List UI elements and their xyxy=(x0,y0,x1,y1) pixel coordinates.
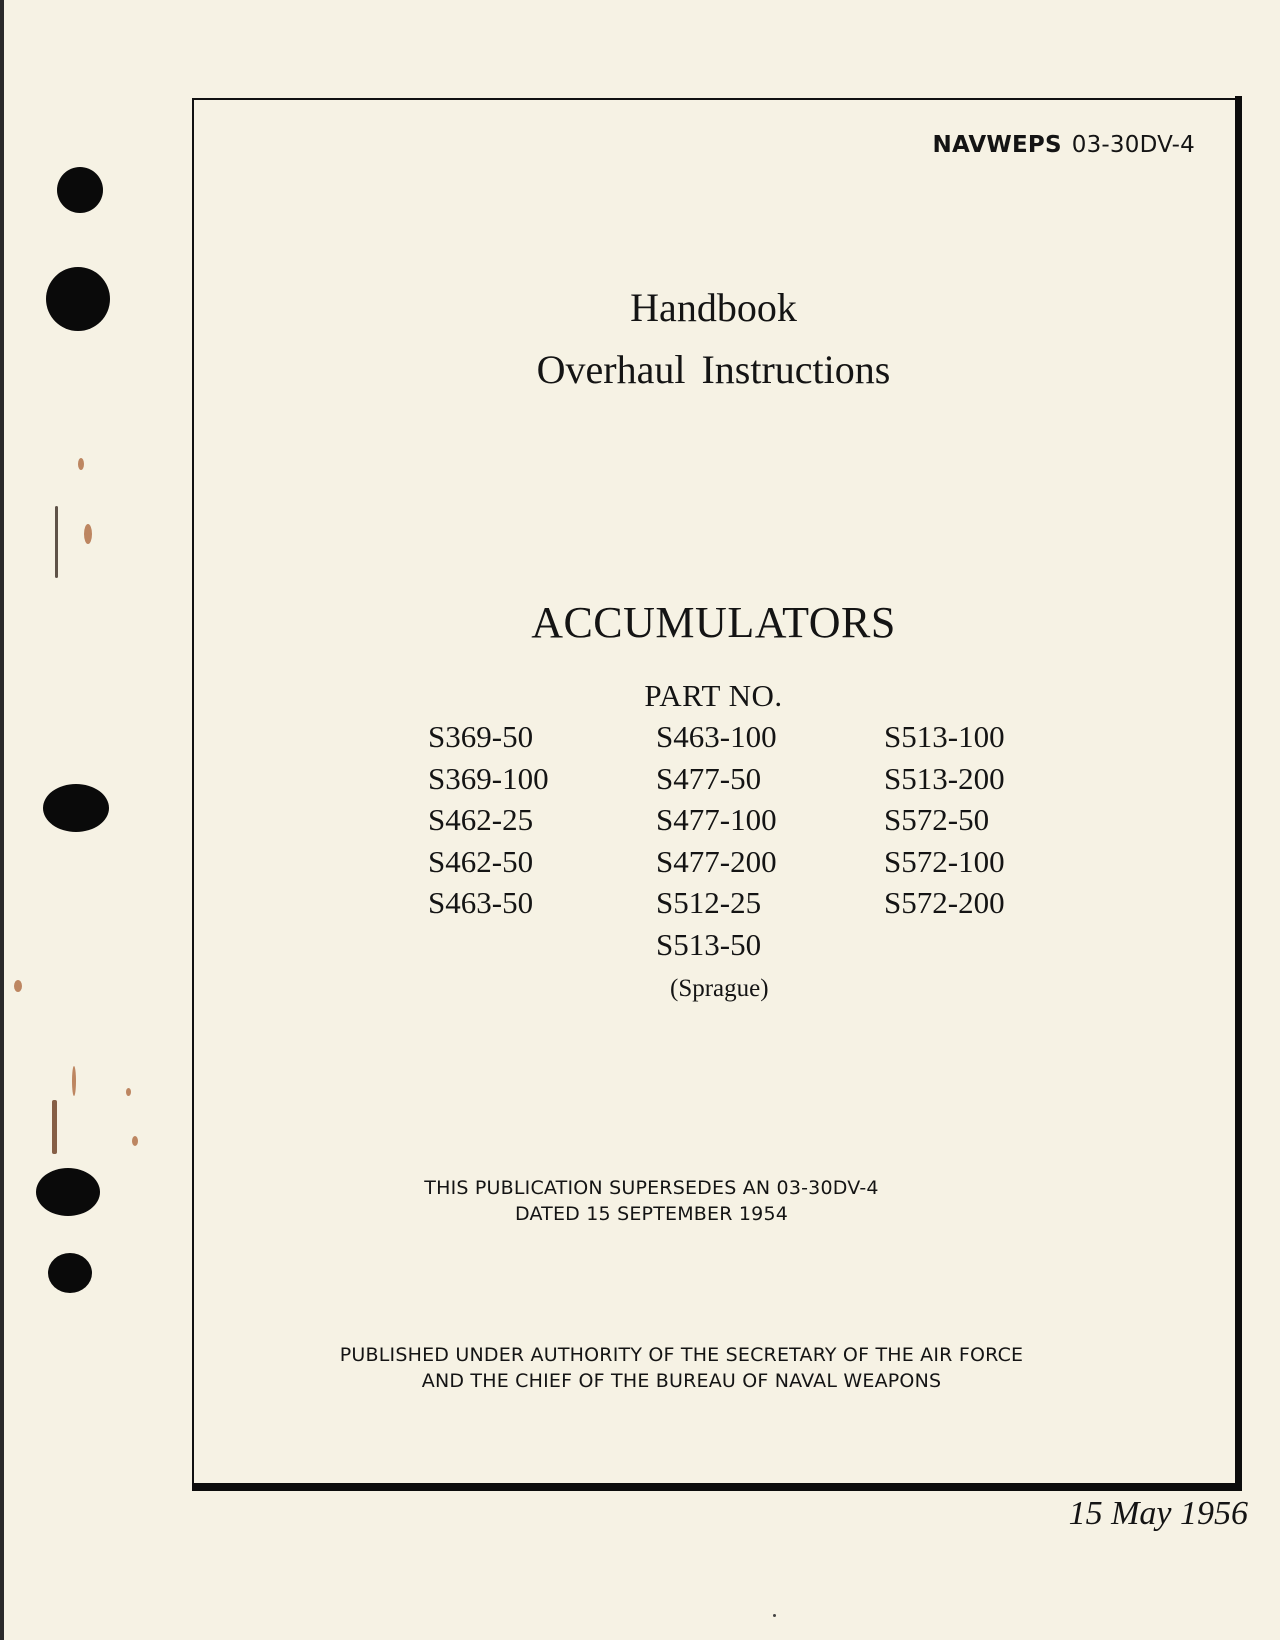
part-number: S513-50 xyxy=(656,926,762,962)
authority-line-2: AND THE CHIEF OF THE BUREAU OF NAVAL WEAPONS xyxy=(421,1370,942,1392)
part-number: S572-100 xyxy=(884,843,1005,879)
part-number: S477-100 xyxy=(656,802,777,837)
authority-line-1: PUBLISHED UNDER AUTHORITY OF THE SECRETARY OF THE AIR FORCE xyxy=(339,1344,1024,1366)
rust-stain xyxy=(14,980,22,992)
part-number: S572-50 xyxy=(884,802,990,837)
punch-hole xyxy=(48,1253,92,1293)
part-number: S512-25 xyxy=(656,885,762,920)
part-number: S369-50 xyxy=(428,719,534,754)
part-number: S572-200 xyxy=(884,885,1005,920)
authority-notice xyxy=(160,1342,1203,1394)
rust-stain xyxy=(78,458,84,470)
part-number: S462-25 xyxy=(428,802,534,837)
doc-prefix: NAVWEPS xyxy=(932,132,1062,158)
supersedes-line-1: THIS PUBLICATION SUPERSEDES AN 03-30DV-4 xyxy=(424,1177,879,1199)
staple-mark xyxy=(55,506,58,578)
frame-shadow-bottom xyxy=(192,1483,1242,1491)
rust-stain xyxy=(132,1136,138,1146)
staple-mark xyxy=(52,1100,57,1154)
title-handbook: Handbook xyxy=(630,285,797,330)
parts-column-3 xyxy=(884,716,1005,924)
document-number xyxy=(933,132,1195,158)
part-number: S477-50 xyxy=(656,760,762,796)
parts-column-2 xyxy=(656,716,777,965)
title-overhaul-instructions: Overhaul Instructions xyxy=(536,347,891,392)
punch-hole xyxy=(57,167,103,213)
part-number: S463-100 xyxy=(656,719,777,754)
supersedes-notice xyxy=(130,1175,1173,1227)
punch-hole xyxy=(36,1168,100,1216)
part-number: S463-50 xyxy=(428,885,534,920)
part-number: S513-100 xyxy=(884,719,1005,754)
publication-date: 15 May 1956 xyxy=(1068,1495,1248,1532)
doc-code: 03-30DV-4 xyxy=(1071,132,1195,158)
part-number: S462-50 xyxy=(428,843,534,879)
rust-stain xyxy=(126,1088,131,1096)
part-number: S477-200 xyxy=(656,843,777,879)
part-number-heading: PART NO. xyxy=(644,678,783,713)
manufacturer-label: (Sprague) xyxy=(670,975,769,1002)
frame-shadow-right xyxy=(1235,96,1242,1491)
paper-speck xyxy=(773,1614,776,1617)
parts-column-1 xyxy=(428,716,549,924)
supersedes-line-2: DATED 15 SEPTEMBER 1954 xyxy=(514,1203,789,1225)
rust-stain xyxy=(84,524,92,544)
rust-stain xyxy=(72,1066,76,1096)
punch-hole xyxy=(43,784,109,832)
part-number: S513-200 xyxy=(884,760,1005,796)
page-edge xyxy=(0,0,4,1640)
subject-title: ACCUMULATORS xyxy=(531,598,896,647)
punch-hole xyxy=(46,267,110,331)
part-number: S369-100 xyxy=(428,760,549,796)
